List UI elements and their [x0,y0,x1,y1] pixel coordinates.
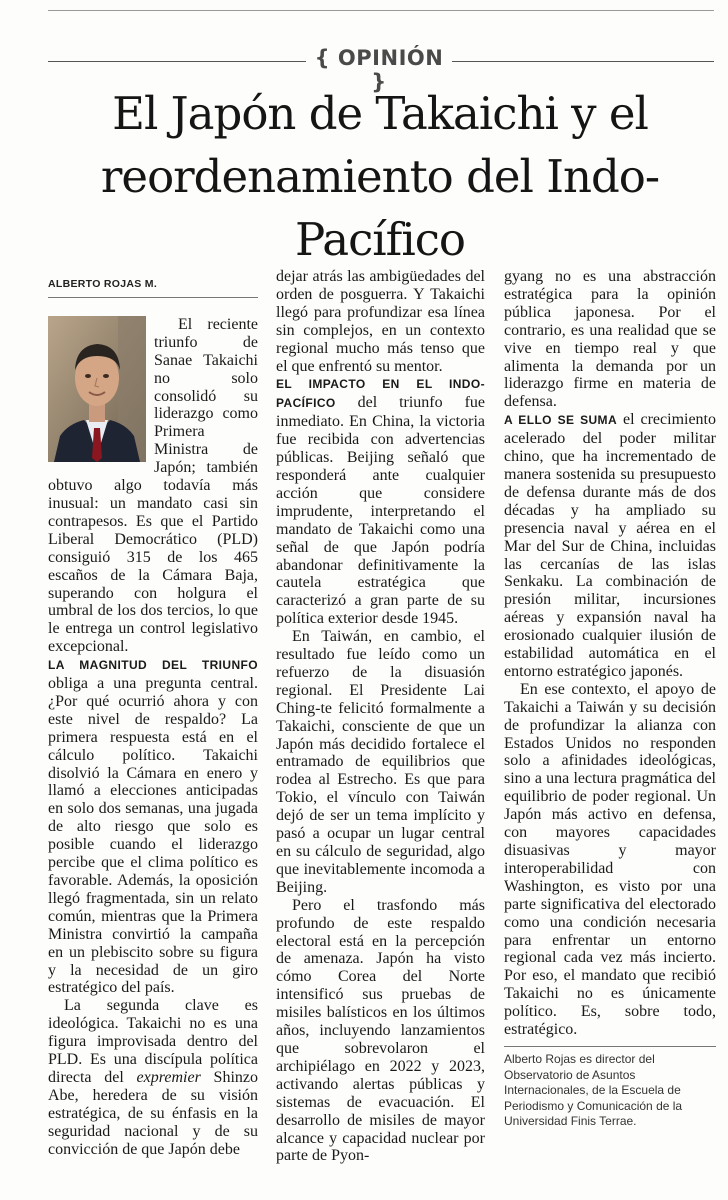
byline: ALBERTO ROJAS M. [48,276,258,298]
c3-paragraph-1: gyang no es una abstracción estratégica para la opinión pública japonesa. Por el contrario, es una realidad que se vive en tiempo real y que alimenta la demanda por un liderazgo firme en materia de defensa. [504,268,716,411]
c1-paragraph-3: La segunda clave es ideológica. Takaichi no es una figura improvisada dentro del PLD. Es una discípula política directa del expremier Shinzo Abe, heredera de su visión estratégica, de su énfasis en la seguridad nacional y de su convicción de que Japón debe [48,997,258,1158]
c1-lead-in: LA MAGNITUD DEL TRIUNFO [48,658,258,673]
headline: El Japón de Takaichi y el reordenamiento del Indo-Pacífico [100,87,660,266]
c2-paragraph-3: En Taiwán, en cambio, el resultado fue leído como un refuerzo de la disuasión regional. El Presidente Lai Ching-te felicitó formalmente a Takaichi, consciente de que un Japón más decidido fortalece el entramado de equilibrios que rodea al Estrecho. Es que para Tokio, el vínculo con Taiwán dejó de ser un tema implícito y pasó a ocupar un lugar central en su cálculo de seguridad, algo que inevitablemente incomoda a Beijing. [276,628,485,896]
c1-paragraph-1: El reciente triunfo de Sanae Takaichi no solo consolidó su liderazgo como Primera Ministra de Japón; también obtuvo algo todavía más inusual: un mandato casi sin contrapesos. Es que el Partido Liberal Democrático (PLD) consiguió 315 de los 465 escaños de la Cámara Baja, superando con holgura el umbral de los dos tercios, lo que le entrega un control legislativo excepcional. [48,315,258,656]
c2-lead-in: EL IMPACTO EN EL INDO-PACÍFICO [276,377,485,411]
section-rule-left [48,61,306,62]
c2-paragraph-2: EL IMPACTO EN EL INDO-PACÍFICO del triunfo fue inmediato. En China, la victoria fue recibida con advertencias públicas. Beijing señaló que responderá ante cualquier acción que considere imprudente, interpretando el mandato de Takaichi como una señal de que Japón podría abandonar definitivamente la cautela estratégica que caracterizó a gran parte de su política exterior desde 1945. [276,377,485,628]
c2-paragraph-4: Pero el trasfondo más profundo de este respaldo electoral está en la percepción de amenaza. Japón ha visto cómo Corea del Norte intensificó sus pruebas de misiles balísticos en los últimos años, incluyendo lanzamientos que sobrevolaron el archipiélago en 2022 y 2023, activando alertas públicas y sistemas de evacuación. El desarrollo de misiles de mayor alcance y capacidad nuclear por parte de Pyon- [276,896,485,1165]
column-2 [276,268,485,1165]
section-label: { OPINIÓN } [314,46,444,94]
c3-lead-in: A ELLO SE SUMA [504,413,618,428]
section-rule-right [452,61,714,62]
author-note: Alberto Rojas es director del Observatorio de Asuntos Internacionales, de la Escuela de Periodismo y Comunicación de la Universidad Finis Terrae. [504,1052,683,1128]
footer-rule [504,1046,716,1047]
column-3 [504,268,716,1039]
c3-paragraph-3: En ese contexto, el apoyo de Takaichi a Taiwán y su decisión de profundizar la alianza con Estados Unidos no responden solo a afinidades ideológicas, sino a una lectura pragmática del equilibrio de poder regional. Un Japón más activo en defensa, con mayores capacidades disuasivas y mayor interoperabilidad con Washington, es visto por una parte significativa del electorado como una condición necesaria para enfrentar un entorno regional cada vez más incierto. Por eso, el mandato que recibió Takaichi no es únicamente político. Es, sobre todo, estratégico. [504,680,716,1039]
author-portrait [48,316,146,462]
column-2-body [276,268,485,1165]
column-1-body [48,316,258,1159]
column-3-body [504,268,716,1039]
column-1 [48,268,258,1159]
c2-paragraph-1: dejar atrás las ambigüedades del orden de posguerra. Y Takaichi llegó para profundizar esa línea sin complejos, en un contexto regional mucho más tenso que el que enfrentó su mentor. [276,268,485,375]
top-rule [48,10,714,11]
c1-paragraph-2: LA MAGNITUD DEL TRIUNFO obliga a una pregunta central. ¿Por qué ocurrió ahora y con este nivel de respaldo? La primera respuesta está en el cálculo político. Takaichi disolvió la Cámara en enero y llamó a elecciones anticipadas en solo dos semanas, una jugada de alto riesgo que solo es posible cuando el liderazgo percibe que el clima político es favorable. Además, la oposición llegó fragmentada, sin un relato común, mientras que la Primera Ministra convirtió la campaña en un plebiscito sobre su figura y la necesidad de un giro estratégico del país. [48,658,258,997]
c3-paragraph-2: A ELLO SE SUMA el crecimiento acelerado del poder militar chino, que ha incrementado de manera sostenida su presupuesto de defensa durante más de dos décadas y ha ampliado su presencia naval y aérea en el Mar del Sur de China, incluidas las cercanías de las islas Senkaku. La combinación de presión militar, incursiones aéreas y expansión naval ha erosionado cualquier ilusión de estabilidad automática en el entorno estratégico japonés. [504,411,716,680]
